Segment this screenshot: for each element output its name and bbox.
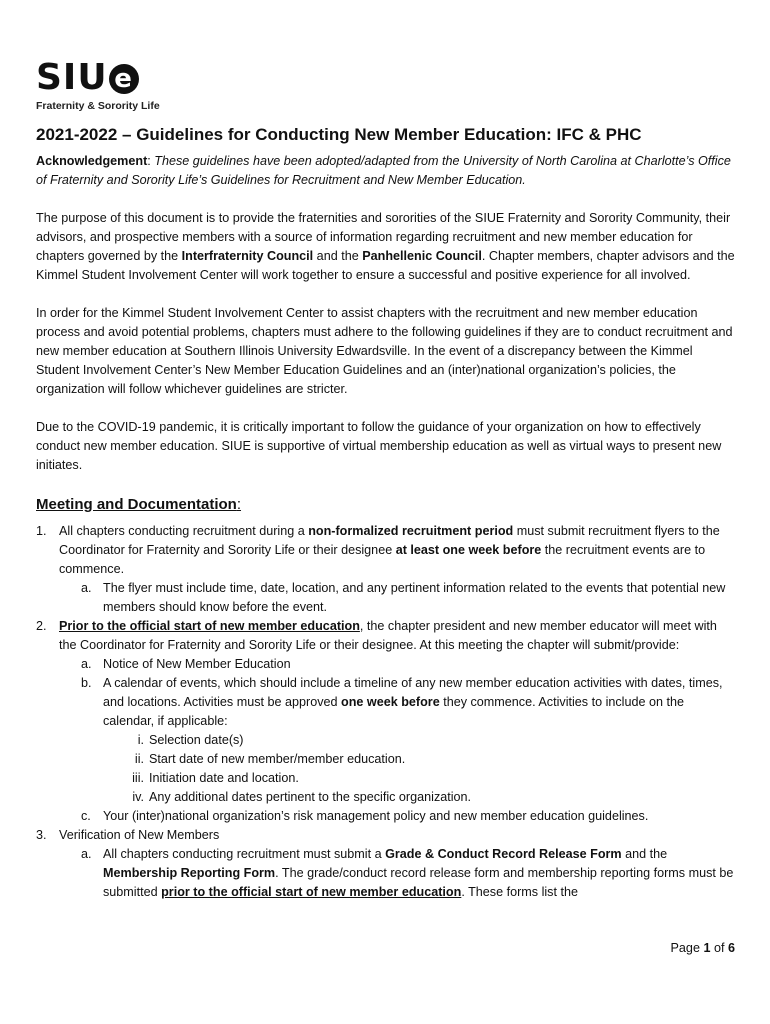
- text-run: Any additional dates pertinent to the specific organization.: [149, 790, 472, 804]
- current-page: 1: [703, 941, 711, 955]
- acknowledgement-text: These guidelines have been adopted/adapted from the University of North Carolina at Charlotte’s Office of Fraternity and Sorority Life’s Guidelines for Recruitment and New Member Education.: [36, 154, 731, 187]
- section-heading-text: Meeting and Documentation: [36, 496, 237, 513]
- text-run: , the chapter president and new member educator will meet with the Coordinator for Fraternity and Sorority Life or their designee. At this meeting the chapter will submit/provide:: [59, 619, 717, 652]
- emphasis: non-formalized recruitment period: [308, 524, 514, 538]
- list-item-2b: [36, 674, 736, 731]
- list-item-2c: [36, 807, 736, 826]
- list-letter: a.: [81, 657, 92, 671]
- page-number: [671, 941, 735, 955]
- text-run: and the: [313, 249, 363, 263]
- emphasis: at least one week before: [395, 543, 542, 557]
- list-roman: iii.: [132, 771, 144, 785]
- underlined-emphasis: Prior to the official start of new member education: [59, 619, 360, 633]
- emphasis: Grade & Conduct Record Release Form: [385, 847, 622, 861]
- text-run: must submit recruitment flyers to the Coordinator for Fraternity and Sorority Life or their designee: [59, 524, 720, 557]
- covid-paragraph: Due to the COVID-19 pandemic, it is critically important to follow the guidance of your organization on how to effectively conduct new member education. SIUE is supportive of virtual membership education as well as virtual ways to present new initiates.: [36, 420, 722, 472]
- list-letter: a.: [81, 847, 92, 861]
- list-item-2b-iv: [36, 788, 736, 807]
- text-run: they commence. Activities to include on the calendar, if applicable:: [103, 695, 685, 728]
- document-body: [36, 124, 736, 902]
- list-item-2b-i: [36, 731, 736, 750]
- text-run: and the: [621, 847, 668, 861]
- list-roman: ii.: [134, 752, 144, 766]
- text-run: All chapters conducting recruitment must submit a: [103, 847, 386, 861]
- acknowledgement-label: Acknowledgement: [36, 154, 148, 168]
- text-run: The flyer must include time, date, location, and any pertinent information related to the events that potential new members should know before the event.: [103, 581, 726, 614]
- section-heading-colon: :: [236, 496, 242, 513]
- text-run: the recruitment events are to commence.: [59, 543, 706, 576]
- text-run: . These forms list the: [461, 885, 578, 899]
- list-letter: b.: [81, 676, 92, 690]
- page-title: 2021-2022 – Guidelines for Conducting New Member Education: IFC & PHC: [36, 125, 642, 144]
- list-item-2: [36, 617, 736, 655]
- acknowledgement-paragraph: Acknowledgement: These guidelines have been adopted/adapted from the University of North Carolina at Charlotte’s Office of Fraternity and Sorority Life’s Guidelines for Recruitment and New Member Education.: [36, 154, 731, 187]
- list-item-2b-iii: [36, 769, 736, 788]
- text-run: All chapters conducting recruitment during a: [59, 524, 309, 538]
- logo-wordmark: SIU e: [36, 60, 168, 96]
- text-run: Verification of New Members: [59, 828, 220, 842]
- list-roman: i.: [137, 733, 144, 747]
- list-item-1a: [36, 579, 736, 617]
- meeting-documentation-list: [36, 522, 736, 902]
- underlined-emphasis: prior to the official start of new member education: [161, 885, 462, 899]
- list-number: 2.: [36, 619, 47, 633]
- emphasis: Membership Reporting Form: [103, 866, 276, 880]
- siue-logo: [36, 57, 168, 120]
- list-roman: iv.: [132, 790, 144, 804]
- list-item-3: [36, 826, 736, 845]
- text-run: . The grade/conduct record release form and membership reporting forms must be submitted: [103, 866, 734, 899]
- ifc-emphasis: Interfraternity Council: [181, 249, 314, 263]
- text-run: A calendar of events, which should include a timeline of any new member education activities with dates, times, and locations. Activities must be approved: [103, 676, 723, 709]
- text-run: Notice of New Member Education: [103, 657, 291, 671]
- list-letter: a.: [81, 581, 92, 595]
- purpose-paragraph: [36, 209, 736, 285]
- text-run: Initiation date and location.: [149, 771, 299, 785]
- of-word: of: [713, 941, 725, 955]
- page-word: Page: [670, 941, 700, 955]
- text-run: The purpose of this document is to provide the fraternities and sororities of the SIUE Fraternity and Sorority Community, their advisors, and prospective members with a source of information regarding recruitment and new member education for chapters governed by the: [36, 211, 731, 263]
- section-heading: [36, 494, 736, 516]
- logo-subtitle: Fraternity & Sorority Life: [36, 100, 160, 112]
- text-run: Start date of new member/member education.: [149, 752, 406, 766]
- list-number: 1.: [36, 524, 47, 538]
- list-item-2b-ii: [36, 750, 736, 769]
- emphasis: one week before: [341, 695, 440, 709]
- list-item-1: [36, 522, 736, 579]
- text-run: Selection date(s): [149, 733, 244, 747]
- text-run: . Chapter members, chapter advisors and the Kimmel Student Involvement Center will work together to ensure a successful and positive experience for all involved.: [36, 249, 735, 282]
- list-letter: c.: [81, 809, 91, 823]
- list-number: 3.: [36, 828, 47, 842]
- text-run: Your (inter)national organization’s risk management policy and new member education guidelines.: [103, 809, 649, 823]
- total-pages: 6: [727, 941, 735, 955]
- phc-emphasis: Panhellenic Council: [362, 249, 482, 263]
- list-item-2a: [36, 655, 736, 674]
- guidelines-paragraph: In order for the Kimmel Student Involvement Center to assist chapters with the recruitment and new member education process and avoid potential problems, chapters must adhere to the following guidelines if they are to conduct recruitment and new member education at Southern Illinois University Edwardsville. In the event of a discrepancy between the Kimmel Student Involvement Center’s New Member Education Guidelines and an (inter)national organization’s policies, the organization will follow whichever guidelines are stricter.: [36, 306, 733, 396]
- list-item-3a: [36, 845, 736, 902]
